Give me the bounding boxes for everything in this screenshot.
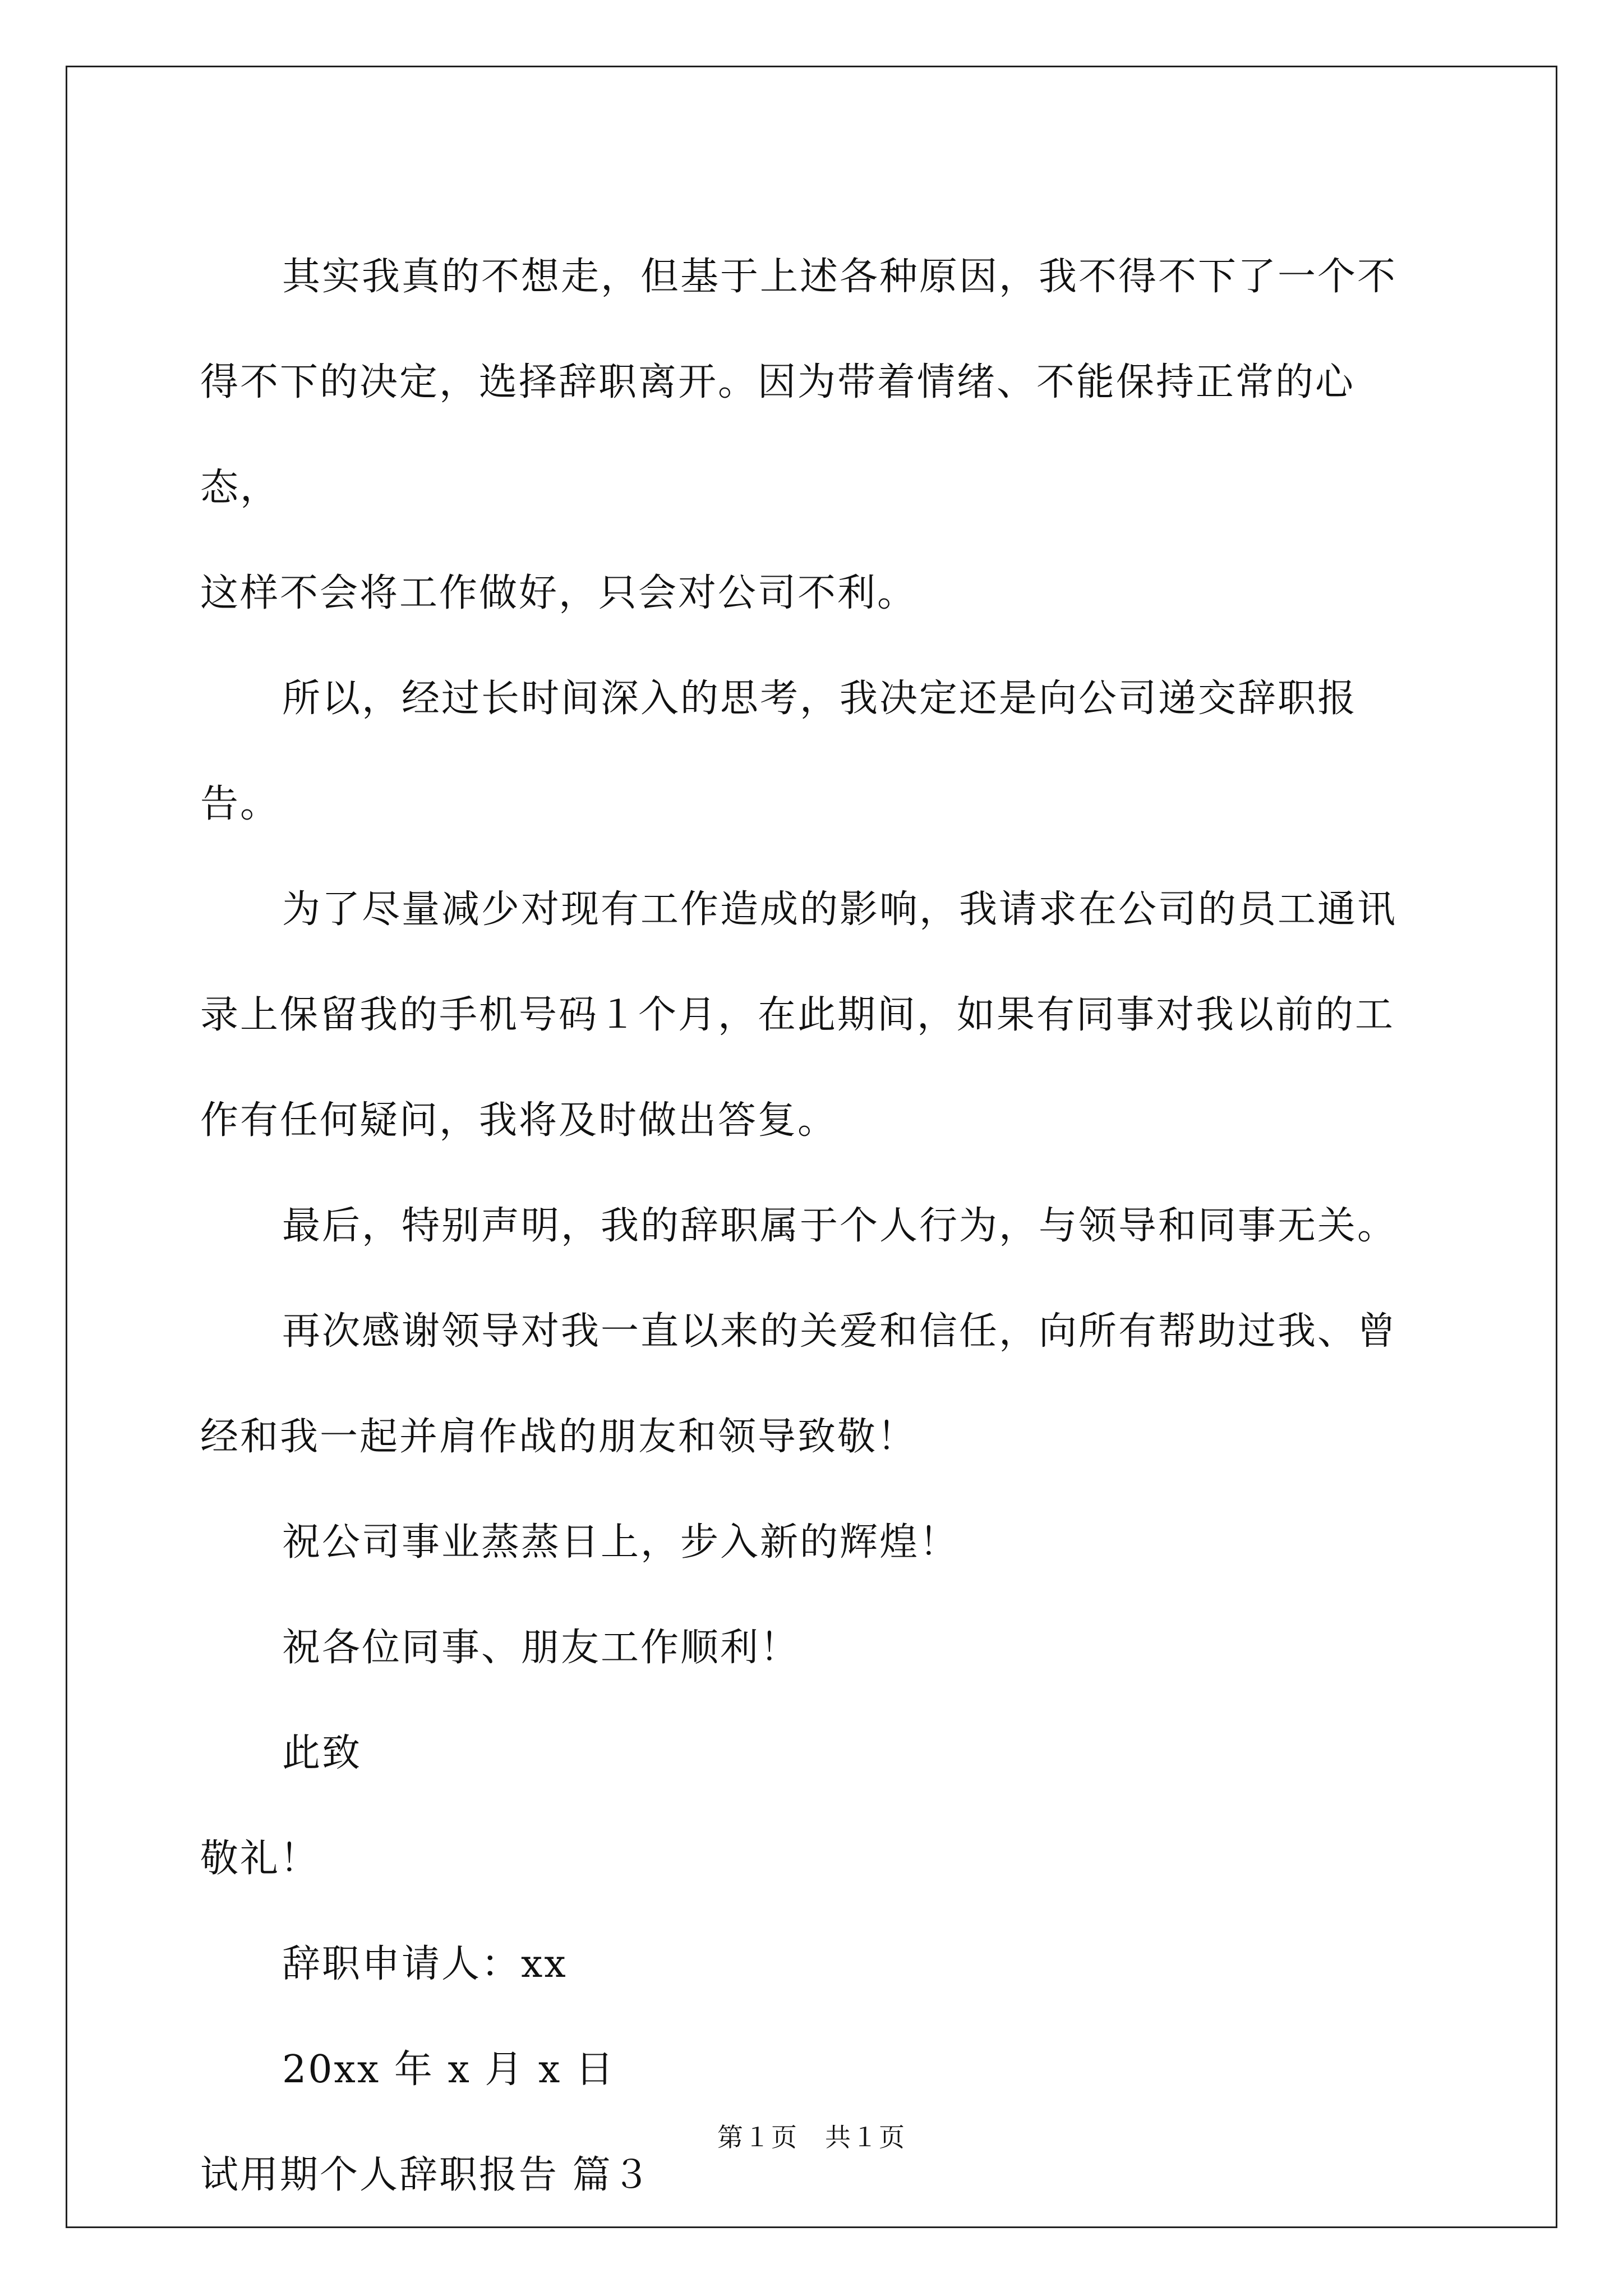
text-line: 作有任何疑问，我将及时做出答复。 [200,1098,838,1143]
closing-salutation [200,1701,1428,1806]
document-body [200,224,1428,2228]
signature-date [200,2017,1428,2123]
signature-applicant [200,1912,1428,2017]
text-line: 经和我一起并肩作战的朋友和领导致敬！ [200,1415,917,1459]
closing-regards [200,1806,1428,1912]
paragraph-reason [200,224,1428,646]
paragraph-thanks [200,1279,1428,1490]
text-line: 此致 [282,1731,362,1775]
paragraph-statement [200,1174,1428,1279]
text-line: 再次感谢领导对我一直以来的关爱和信任，向所有帮助过我、曾 [282,1309,1398,1354]
paragraph-contact [200,857,1428,1174]
text-line: 所以，经过长时间深入的思考，我决定还是向公司递交辞职报告。 [200,677,1358,826]
text-line: 得不下的决定，选择辞职离开。因为带着情绪、不能保持正常的心态， [200,360,1355,510]
text-line: 其实我真的不想走，但基于上述各种原因，我不得不下了一个不 [282,255,1398,299]
text-line: 试用期个人辞职报告 篇３ [200,2153,652,2197]
paragraph-wish-company [200,1490,1428,1595]
text-line: 录上保留我的手机号码１个月，在此期间，如果有同事对我以前的工 [200,993,1395,1037]
text-line: 20xx 年 x 月 x 日 [282,2047,616,2092]
text-line: 辞职申请人：xx [282,1942,568,1986]
text-line: 祝各位同事、朋友工作顺利！ [282,1626,800,1670]
page-footer: 第１页 共１页 [717,2122,906,2152]
text-line: 祝公司事业蒸蒸日上，步入新的辉煌！ [282,1520,960,1565]
paragraph-wish-colleagues [200,1595,1428,1701]
text-line: 敬礼！ [200,1837,320,1881]
text-line: 为了尽量减少对现有工作造成的影响，我请求在公司的员工通讯 [282,887,1398,932]
text-line: 最后，特别声明，我的辞职属于个人行为，与领导和同事无关。 [282,1204,1398,1248]
text-line: 这样不会将工作做好，只会对公司不利。 [200,571,917,615]
paragraph-decision [200,646,1428,857]
